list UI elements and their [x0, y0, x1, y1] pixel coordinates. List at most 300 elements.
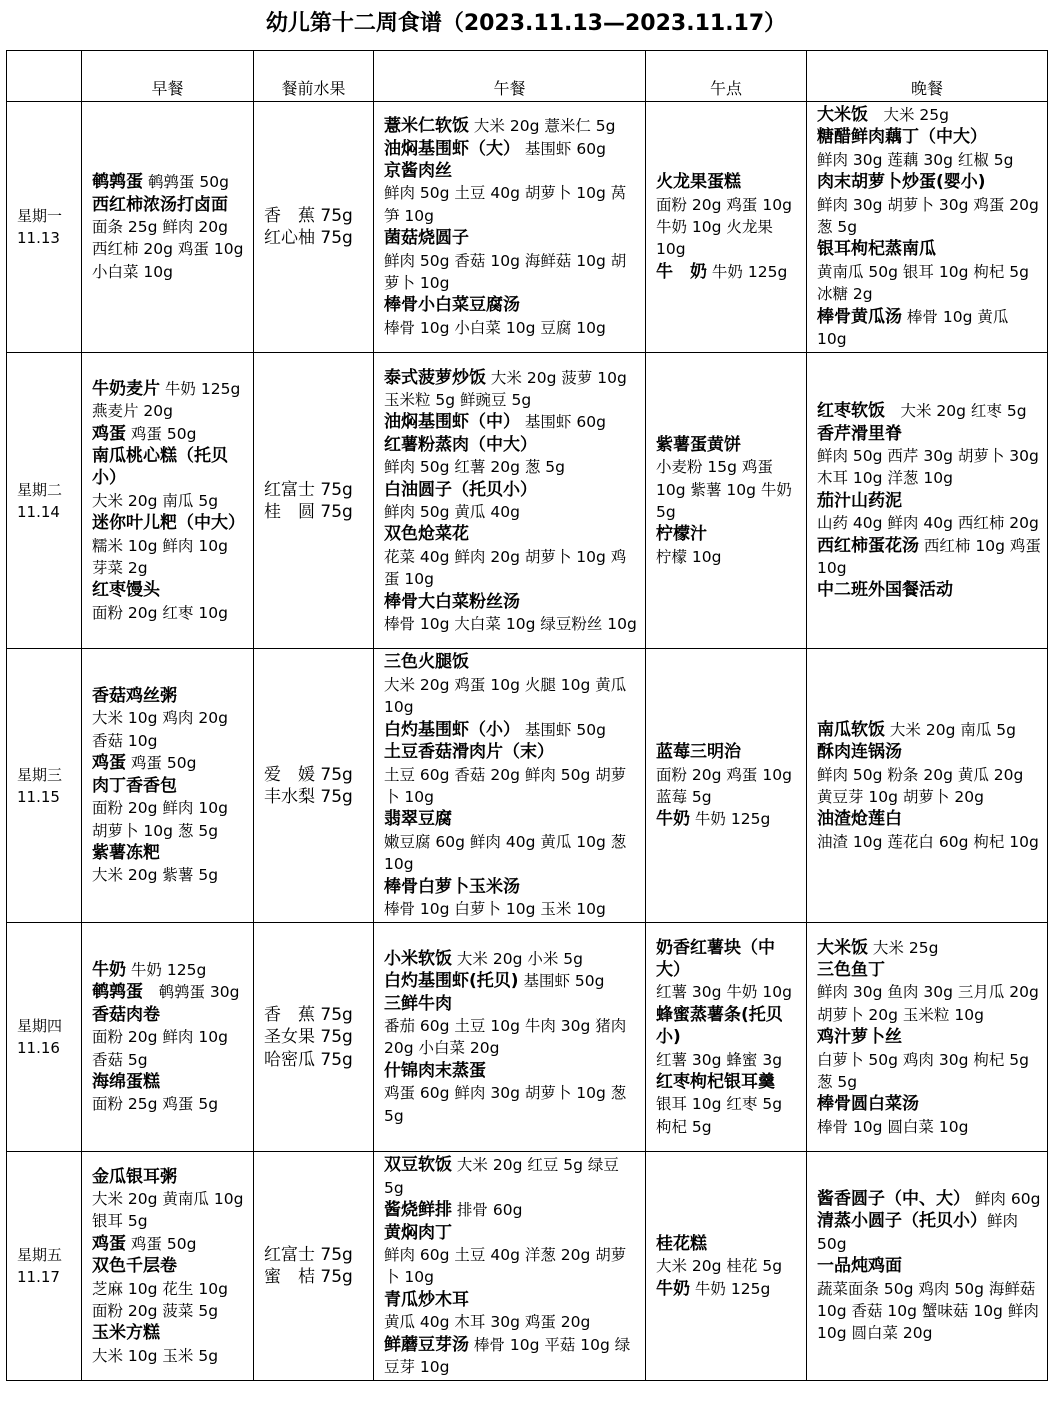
breakfast-ingredients: 大米 10g 玉米 5g	[92, 1346, 219, 1365]
lunch-ingredients: 基围虾 60g	[520, 413, 606, 432]
fruit-item: 爱 媛 75g	[264, 764, 353, 785]
fruit-item: 桂 圆 75g	[264, 501, 353, 522]
dinner-dish-name: 南瓜软饭	[817, 719, 885, 740]
dinner-item	[817, 1210, 1041, 1255]
breakfast-ingredients: 鹌鹑蛋 50g	[143, 173, 229, 192]
breakfast-item	[92, 535, 247, 580]
lunch-item	[384, 674, 639, 719]
breakfast-dish-name: 牛奶麦片	[92, 378, 160, 399]
breakfast-dish-name: 牛奶	[92, 959, 126, 980]
weekday-label: 星期三	[17, 765, 63, 784]
dinner-item	[817, 1026, 1041, 1048]
lunch-item	[384, 182, 639, 227]
date-label: 11.15	[17, 787, 60, 806]
snack-ingredients: 小麦粉 15g 鸡蛋 10g 紫薯 10g 牛奶 5g	[656, 458, 792, 521]
breakfast-item	[92, 685, 247, 707]
lunch-dish-name: 双色炝菜花	[384, 524, 469, 545]
snack-item	[656, 1278, 800, 1300]
dinner-item	[817, 959, 1041, 981]
lunch-item	[384, 898, 639, 920]
breakfast-dish-name: 红枣馒头	[92, 580, 160, 601]
dinner-ingredients: 鲜肉 60g	[970, 1189, 1041, 1208]
dinner-ingredients: 棒骨 10g 黄瓜 10g	[817, 307, 1009, 349]
snack-ingredients: 面粉 20g 鸡蛋 10g 牛奶 10g 火龙果 10g	[656, 195, 792, 259]
day-cell	[7, 1152, 82, 1381]
fruit-item: 香 蕉 75g	[264, 1004, 353, 1025]
breakfast-ingredients: 芝麻 10g 花生 10g 面粉 20g 菠菜 5g	[92, 1279, 228, 1320]
dinner-dish-name: 肉末胡萝卜炒蛋(婴小)	[817, 172, 986, 193]
dinner-item	[817, 512, 1041, 534]
lunch-dish-name: 三色火腿饭	[384, 652, 469, 673]
dinner-ingredients: 油渣 10g 莲花白 60g 枸杞 10g	[817, 832, 1039, 851]
dinner-ingredients: 大米 20g 红枣 5g	[885, 402, 1027, 421]
header-snack: 午点	[646, 51, 807, 102]
breakfast-dish-name: 西红柿浓汤打卤面	[92, 194, 228, 215]
lunch-item	[384, 1244, 639, 1289]
lunch-item	[384, 1060, 639, 1082]
lunch-ingredients: 排骨 60g	[452, 1201, 523, 1220]
lunch-item	[384, 719, 639, 741]
dinner-dish-name: 清蒸小圆子（托贝小）	[817, 1211, 987, 1232]
lunch-item	[384, 1154, 639, 1199]
dinner-item	[817, 831, 1041, 853]
snack-item	[656, 1071, 800, 1093]
lunch-ingredients: 鲜肉 50g 香菇 10g 海鲜菇 10g 胡萝卜 10g	[384, 251, 627, 293]
snack-item	[656, 523, 800, 545]
day-row	[7, 923, 1048, 1152]
lunch-item	[384, 160, 639, 182]
breakfast-dish-name: 双色千层卷	[92, 1256, 177, 1277]
snack-item	[656, 764, 800, 809]
day-row	[7, 102, 1048, 353]
lunch-dish-name: 棒骨大白菜粉丝汤	[384, 591, 520, 612]
lunch-ingredients: 基围虾 60g	[520, 139, 606, 158]
breakfast-cell	[82, 1152, 254, 1381]
lunch-ingredients: 鲜肉 50g 红薯 20g 葱 5g	[384, 458, 565, 477]
dinner-item	[817, 104, 1041, 126]
dinner-ingredients: 鲜肉 30g 胡萝卜 30g 鸡蛋 20g 葱 5g	[817, 195, 1039, 237]
dinner-dish-name: 红枣软饭	[817, 401, 885, 422]
snack-ingredients: 红薯 30g 蜂蜜 3g	[656, 1050, 783, 1069]
dinner-ingredients: 黄南瓜 50g 银耳 10g 枸杞 5g 冰糖 2g	[817, 262, 1029, 304]
lunch-dish-name: 棒骨小白菜豆腐汤	[384, 295, 520, 316]
dinner-cell	[807, 649, 1048, 923]
snack-ingredients: 大米 20g 桂花 5g	[656, 1257, 783, 1276]
snack-dish-name: 牛 奶	[656, 261, 707, 282]
dinner-dish-name: 糖醋鲜肉藕丁（中大）	[817, 127, 987, 148]
dinner-ingredients: 鲜肉 30g 莲藕 30g 红椒 5g	[817, 150, 1014, 169]
breakfast-item	[92, 1345, 247, 1367]
dinner-ingredients: 鲜肉 30g 鱼肉 30g 三月瓜 20g 胡萝卜 20g 玉米粒 10g	[817, 983, 1039, 1024]
lunch-dish-name: 双豆软饭	[384, 1155, 452, 1176]
breakfast-dish-name: 鹌鹑蛋	[92, 982, 143, 1003]
weekday-label: 星期四	[17, 1017, 63, 1036]
breakfast-dish-name: 海绵蛋糕	[92, 1071, 160, 1092]
breakfast-ingredients: 大米 10g 鸡肉 20g 香菇 10g	[92, 709, 228, 750]
day-cell	[7, 649, 82, 923]
lunch-item	[384, 1015, 639, 1060]
snack-dish-name: 蓝莓三明治	[656, 742, 741, 763]
lunch-item	[384, 1311, 639, 1333]
snack-ingredients: 牛奶 125g	[707, 262, 788, 281]
breakfast-dish-name: 迷你叶儿粑（中大）	[92, 513, 245, 534]
snack-ingredients: 柠檬 10g	[656, 547, 722, 566]
dinner-ingredients: 大米 25g	[868, 106, 949, 124]
snack-item	[656, 1233, 800, 1255]
breakfast-dish-name: 鸡蛋	[92, 423, 126, 444]
fruit-item: 蜜 桔 75g	[264, 1267, 353, 1288]
snack-cell	[646, 649, 807, 923]
dinner-ingredients: 鲜肉 50g 粉条 20g 黄瓜 20g 黄豆芽 10g 胡萝卜 20g	[817, 765, 1024, 806]
breakfast-ingredients: 面条 25g 鲜肉 20g 西红柿 20g 鸡蛋 10g 小白菜 10g	[92, 218, 244, 281]
lunch-item	[384, 876, 639, 898]
dinner-ingredients: 山药 40g 鲜肉 40g 西红柿 20g	[817, 514, 1039, 533]
snack-item	[656, 194, 800, 261]
dinner-item	[817, 764, 1041, 809]
day-row	[7, 1152, 1048, 1381]
lunch-ingredients: 基围虾 50g	[518, 972, 605, 991]
breakfast-item	[92, 1071, 247, 1093]
breakfast-ingredients: 牛奶 125g 燕麦片 20g	[92, 379, 241, 421]
snack-item	[656, 1049, 800, 1071]
lunch-dish-name: 小米软饭	[384, 948, 452, 969]
day-row	[7, 649, 1048, 923]
dinner-item	[817, 171, 1041, 193]
lunch-dish-name: 翡翠豆腐	[384, 809, 452, 830]
breakfast-ingredients: 鸡蛋 50g	[126, 754, 197, 773]
fruit-item: 圣女果 75g	[264, 1027, 353, 1048]
breakfast-cell	[82, 102, 254, 353]
snack-dish-name: 火龙果蛋糕	[656, 172, 741, 193]
breakfast-dish-name: 玉米方糕	[92, 1323, 160, 1344]
fruit-item: 红富士 75g	[264, 1244, 353, 1265]
breakfast-item	[92, 1233, 247, 1255]
breakfast-item	[92, 797, 247, 842]
lunch-cell	[374, 923, 646, 1152]
lunch-item	[384, 317, 639, 339]
breakfast-item	[92, 842, 247, 864]
breakfast-item	[92, 194, 247, 216]
snack-ingredients: 银耳 10g 红枣 5g 枸杞 5g	[656, 1095, 783, 1136]
weekday-label: 星期一	[17, 207, 63, 226]
fruit-cell	[254, 353, 374, 649]
dinner-ingredients: 棒骨 10g 圆白菜 10g	[817, 1117, 969, 1136]
breakfast-item	[92, 864, 247, 886]
lunch-cell	[374, 649, 646, 923]
dinner-dish-name: 油渣炝莲白	[817, 809, 902, 830]
dinner-ingredients: 鲜肉 50g	[817, 1212, 1019, 1253]
lunch-item	[384, 411, 639, 433]
snack-dish-name: 蜂蜜蒸薯条(托贝小)	[656, 1004, 783, 1048]
dinner-item	[817, 126, 1041, 148]
dinner-cell	[807, 1152, 1048, 1381]
breakfast-item	[92, 1026, 247, 1071]
breakfast-item	[92, 602, 247, 624]
lunch-item	[384, 434, 639, 456]
breakfast-cell	[82, 649, 254, 923]
lunch-item	[384, 741, 639, 763]
lunch-item	[384, 651, 639, 673]
fruit-item: 红心柚 75g	[264, 228, 353, 249]
fruit-cell	[254, 923, 374, 1152]
snack-item	[656, 1093, 800, 1138]
lunch-cell	[374, 102, 646, 353]
breakfast-dish-name: 南瓜桃心糕（托贝小）	[92, 445, 228, 489]
lunch-dish-name: 什锦肉末蒸蛋	[384, 1060, 486, 1081]
breakfast-dish-name: 金瓜银耳粥	[92, 1166, 177, 1187]
dinner-item	[817, 1049, 1041, 1094]
breakfast-item	[92, 512, 247, 534]
dinner-cell	[807, 923, 1048, 1152]
date-label: 11.17	[17, 1268, 60, 1287]
dinner-item	[817, 1093, 1041, 1115]
breakfast-ingredients: 鸡蛋 50g	[126, 424, 197, 443]
lunch-item	[384, 1334, 639, 1379]
lunch-item	[384, 970, 639, 992]
dinner-ingredients: 鲜肉 50g 西芹 30g 胡萝卜 30g 木耳 10g 洋葱 10g	[817, 446, 1039, 488]
lunch-item	[384, 808, 639, 830]
lunch-ingredients: 鸡蛋 60g 鲜肉 30g 胡萝卜 10g 葱 5g	[384, 1084, 627, 1125]
breakfast-ingredients: 牛奶 125g	[126, 960, 207, 979]
breakfast-dish-name: 鸡蛋	[92, 753, 126, 774]
snack-cell	[646, 923, 807, 1152]
date-label: 11.13	[17, 229, 60, 248]
lunch-dish-name: 白灼基围虾(托贝)	[384, 971, 519, 992]
day-cell	[7, 353, 82, 649]
dinner-item	[817, 535, 1041, 580]
snack-item	[656, 981, 800, 1003]
breakfast-item	[92, 1255, 247, 1277]
lunch-item	[384, 1222, 639, 1244]
snack-cell	[646, 353, 807, 649]
breakfast-item	[92, 423, 247, 445]
header-lunch: 午餐	[374, 51, 646, 102]
lunch-item	[384, 1289, 639, 1311]
dinner-ingredients: 大米 25g	[868, 938, 939, 957]
breakfast-ingredients: 面粉 20g 鲜肉 10g 香菇 5g	[92, 1028, 228, 1069]
dinner-dish-name: 香芹滑里脊	[817, 423, 902, 444]
dinner-dish-name: 鸡汁萝卜丝	[817, 1027, 902, 1048]
breakfast-item	[92, 1004, 247, 1026]
snack-item	[656, 261, 800, 283]
dinner-item	[817, 1116, 1041, 1138]
lunch-ingredients: 黄瓜 40g 木耳 30g 鸡蛋 20g	[384, 1313, 591, 1332]
dinner-dish-name: 棒骨黄瓜汤	[817, 306, 902, 327]
snack-dish-name: 奶香红薯块（中大）	[656, 937, 775, 980]
lunch-ingredients: 花菜 40g 鲜肉 20g 胡萝卜 10g 鸡蛋 10g	[384, 547, 627, 589]
lunch-dish-name: 油焖基围虾（大）	[384, 138, 520, 159]
lunch-ingredients: 大米 20g 菠萝 10g 玉米粒 5g 鲜豌豆 5g	[384, 368, 627, 409]
dinner-item	[817, 149, 1041, 171]
lunch-ingredients: 棒骨 10g 平菇 10g 绿豆芽 10g	[384, 1335, 631, 1376]
dinner-dish-name: 银耳枸杞蒸南瓜	[817, 239, 936, 260]
lunch-item	[384, 456, 639, 478]
lunch-dish-name: 黄焖肉丁	[384, 1222, 452, 1243]
snack-dish-name: 红枣枸杞银耳羹	[656, 1071, 775, 1092]
fruit-cell	[254, 102, 374, 353]
dinner-dish-name: 棒骨圆白菜汤	[817, 1094, 919, 1115]
lunch-ingredients: 土豆 60g 香菇 20g 鲜肉 50g 胡萝卜 10g	[384, 765, 627, 806]
snack-ingredients: 面粉 20g 鸡蛋 10g 蓝莓 5g	[656, 765, 792, 806]
breakfast-item	[92, 707, 247, 752]
lunch-dish-name: 白灼基围虾（小）	[384, 719, 520, 740]
snack-ingredients: 牛奶 125g	[690, 810, 771, 829]
fruit-cell	[254, 649, 374, 923]
dinner-dish-name: 大米饭	[817, 105, 868, 125]
dinner-dish-name: 西红柿蛋花汤	[817, 535, 919, 556]
lunch-item	[384, 115, 639, 137]
dinner-item	[817, 579, 1041, 601]
weekday-label: 星期五	[17, 1246, 63, 1265]
lunch-ingredients: 嫩豆腐 60g 鲜肉 40g 黄瓜 10g 葱 10g	[384, 832, 627, 874]
lunch-item	[384, 479, 639, 501]
dinner-ingredients: 白萝卜 50g 鸡肉 30g 枸杞 5g 葱 5g	[817, 1050, 1029, 1091]
breakfast-item	[92, 579, 247, 601]
breakfast-item	[92, 752, 247, 774]
lunch-item	[384, 250, 639, 295]
dinner-dish-name: 大米饭	[817, 937, 868, 958]
snack-cell	[646, 102, 807, 353]
breakfast-item	[92, 1166, 247, 1188]
lunch-item	[384, 1082, 639, 1127]
breakfast-ingredients: 面粉 20g 红枣 10g	[92, 603, 228, 622]
lunch-dish-name: 白油圆子（托贝小）	[384, 479, 537, 500]
breakfast-ingredients: 大米 20g 南瓜 5g	[92, 491, 219, 510]
breakfast-item	[92, 378, 247, 423]
snack-ingredients: 牛奶 125g	[690, 1279, 771, 1298]
dinner-dish-name: 酱香圆子（中、大）	[817, 1188, 970, 1209]
day-cell	[7, 923, 82, 1152]
dinner-item	[817, 981, 1041, 1026]
lunch-item	[384, 523, 639, 545]
weekday-label: 星期二	[17, 480, 63, 499]
date-label: 11.16	[17, 1039, 60, 1058]
lunch-dish-name: 棒骨白萝卜玉米汤	[384, 876, 520, 897]
dinner-item	[817, 306, 1041, 351]
lunch-cell	[374, 353, 646, 649]
breakfast-item	[92, 1188, 247, 1233]
breakfast-dish-name: 肉丁香香包	[92, 775, 177, 796]
dinner-item	[817, 445, 1041, 490]
lunch-ingredients: 鲜肉 50g 黄瓜 40g	[384, 502, 520, 521]
breakfast-ingredients: 糯米 10g 鲜肉 10g 芽菜 2g	[92, 536, 228, 577]
header-day	[7, 51, 82, 102]
fruit-item: 香 蕉 75g	[264, 205, 353, 226]
dinner-cell	[807, 353, 1048, 649]
breakfast-dish-name: 香菇肉卷	[92, 1004, 160, 1025]
snack-item	[656, 434, 800, 456]
header-row	[7, 51, 1048, 102]
breakfast-ingredients: 鸡蛋 50g	[126, 1234, 197, 1253]
snack-item	[656, 1004, 800, 1049]
snack-item	[656, 456, 800, 523]
snack-dish-name: 紫薯蛋黄饼	[656, 434, 741, 455]
menu-table	[6, 50, 1048, 1381]
lunch-dish-name: 京酱肉丝	[384, 161, 452, 182]
breakfast-item	[92, 1322, 247, 1344]
day-cell	[7, 102, 82, 353]
lunch-dish-name: 青瓜炒木耳	[384, 1289, 469, 1310]
header-fruit: 餐前水果	[254, 51, 374, 102]
lunch-item	[384, 227, 639, 249]
lunch-item	[384, 948, 639, 970]
dinner-dish-name: 酥肉连锅汤	[817, 742, 902, 763]
lunch-dish-name: 三鲜牛肉	[384, 993, 452, 1014]
lunch-ingredients: 棒骨 10g 大白菜 10g 绿豆粉丝 10g	[384, 615, 637, 633]
fruit-item: 红富士 75g	[264, 479, 353, 500]
breakfast-item	[92, 959, 247, 981]
dinner-item	[817, 194, 1041, 239]
lunch-ingredients: 鲜肉 60g 土豆 40g 洋葱 20g 胡萝卜 10g	[384, 1245, 627, 1287]
lunch-item	[384, 138, 639, 160]
lunch-ingredients: 番茄 60g 土豆 10g 牛肉 30g 猪肉 20g 小白菜 20g	[384, 1016, 627, 1058]
fruit-item: 丰水梨 75g	[264, 786, 353, 807]
snack-dish-name: 牛奶	[656, 1278, 690, 1299]
day-row	[7, 353, 1048, 649]
lunch-item	[384, 831, 639, 876]
dinner-item	[817, 261, 1041, 306]
breakfast-ingredients: 面粉 25g 鸡蛋 5g	[92, 1095, 219, 1114]
breakfast-item	[92, 445, 247, 490]
dinner-ingredients: 蔬菜面条 50g 鸡肉 50g 海鲜菇 10g 香菇 10g 蟹味菇 10g 鲜肉 10g 圆白菜 20g	[817, 1279, 1039, 1343]
lunch-item	[384, 367, 639, 412]
dinner-dish-name: 茄汁山药泥	[817, 490, 902, 511]
dinner-item	[817, 423, 1041, 445]
lunch-ingredients: 大米 20g 鸡蛋 10g 火腿 10g 黄瓜 10g	[384, 675, 627, 717]
lunch-dish-name: 红薯粉蒸肉（中大）	[384, 434, 537, 455]
dinner-item	[817, 741, 1041, 763]
lunch-ingredients: 大米 20g 小米 5g	[452, 949, 583, 968]
dinner-item	[817, 719, 1041, 741]
lunch-item	[384, 764, 639, 809]
lunch-ingredients: 鲜肉 50g 土豆 40g 胡萝卜 10g 莴笋 10g	[384, 184, 627, 225]
lunch-item	[384, 993, 639, 1015]
dinner-ingredients: 大米 20g 南瓜 5g	[885, 720, 1016, 739]
dinner-ingredients: 西红柿 10g 鸡蛋 10g	[817, 536, 1041, 577]
breakfast-ingredients: 大米 20g 紫薯 5g	[92, 866, 219, 885]
snack-item	[656, 937, 800, 982]
lunch-ingredients: 大米 20g 红豆 5g 绿豆 5g	[384, 1156, 619, 1197]
snack-item	[656, 546, 800, 568]
dinner-item	[817, 490, 1041, 512]
snack-item	[656, 171, 800, 193]
header-dinner: 晚餐	[807, 51, 1048, 102]
lunch-item	[384, 546, 639, 591]
dinner-cell	[807, 102, 1048, 353]
dinner-item	[817, 937, 1041, 959]
lunch-dish-name: 酱烧鲜排	[384, 1200, 452, 1221]
snack-ingredients: 红薯 30g 牛奶 10g	[656, 983, 792, 1002]
breakfast-dish-name: 鹌鹑蛋	[92, 172, 143, 193]
breakfast-cell	[82, 353, 254, 649]
breakfast-item	[92, 1093, 247, 1115]
breakfast-ingredients: 大米 20g 黄南瓜 10g 银耳 5g	[92, 1189, 244, 1231]
lunch-dish-name: 薏米仁软饭	[384, 116, 469, 137]
breakfast-dish-name: 香菇鸡丝粥	[92, 686, 177, 707]
dinner-dish-name: 一品炖鸡面	[817, 1256, 902, 1277]
lunch-ingredients: 棒骨 10g 小白菜 10g 豆腐 10g	[384, 318, 606, 337]
breakfast-item	[92, 216, 247, 283]
lunch-item	[384, 591, 639, 613]
lunch-item	[384, 613, 639, 635]
dinner-item	[817, 1255, 1041, 1277]
lunch-item	[384, 294, 639, 316]
fruit-cell	[254, 1152, 374, 1381]
breakfast-ingredients: 鹌鹑蛋 30g	[143, 983, 240, 1002]
breakfast-item	[92, 171, 247, 193]
dinner-item	[817, 1188, 1041, 1210]
snack-item	[656, 741, 800, 763]
